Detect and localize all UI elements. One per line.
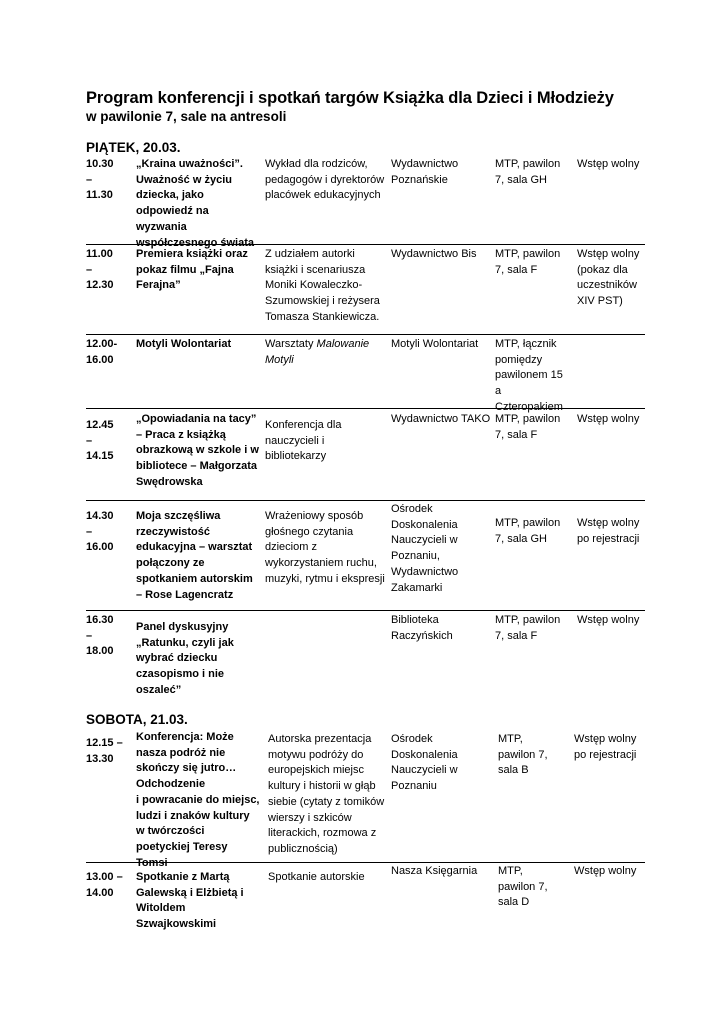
event-description-text: Warsztaty (265, 338, 317, 350)
row-divider (86, 500, 645, 501)
event-place: MTP, pawilon 7, sala F (495, 413, 561, 441)
row-divider (86, 862, 645, 863)
event-title: Motyli Wolontariat (136, 338, 232, 350)
event-entry: Wstęp wolny (577, 158, 640, 170)
event-place: MTP, pawilon 7, sala D (498, 865, 548, 909)
event-title: „Kraina uważności”. Uważność w życiu dziecka, jako odpowiedź na wyzwania współczesnego świata (136, 158, 254, 249)
event-title: Premiera książki oraz pokaz filmu „Fajna Ferajna” (136, 248, 248, 292)
event-place: MTP, pawilon 7, sala F (495, 248, 561, 276)
event-entry: Wstęp wolny (pokaz dla uczestników XIV PST) (577, 248, 640, 308)
row-divider (86, 610, 645, 611)
event-time: 10.30 – 11.30 (86, 158, 114, 202)
day-heading-friday: PIĄTEK, 20.03. (86, 140, 181, 155)
event-description: Autorska prezentacja motywu podróży do europejskich miejsc kultury i historii w głąb siebie (cytaty z tomików wierszy i szkiców literackich, rozmowa z publicznością) (268, 733, 385, 855)
event-entry: Wstęp wolny po rejestracji (577, 517, 640, 545)
document-subtitle: w pawilonie 7, sale na antresoli (86, 109, 287, 124)
event-description: Wrażeniowy sposób głośnego czytania dzieciom z wykorzystaniem ruchu, muzyki, rytmu i ekspresji (265, 510, 385, 585)
event-organizer: Ośrodek Doskonalenia Nauczycieli w Poznaniu, Wydawnictwo Zakamarki (391, 503, 459, 594)
event-description-italic: Malowanie Motyli (265, 338, 370, 366)
event-organizer: Wydawnictwo Poznańskie (391, 158, 459, 186)
event-time: 12.15 – 13.30 (86, 737, 123, 765)
row-divider (86, 334, 645, 335)
event-title: Spotkanie z Martą Galewską i Elżbietą i Witoldem Szwajkowskimi (136, 871, 244, 931)
event-description: Konferencja dla nauczycieli i bibliotekarzy (265, 419, 342, 463)
event-description: Wykład dla rodziców, pedagogów i dyrektorów placówek edukacyjnych (265, 158, 385, 202)
event-title: Moja szczęśliwa rzeczywistość edukacyjna – warsztat połączony ze spotkaniem autorskim – Rose Lagencratz (136, 510, 253, 601)
event-entry: Wstęp wolny (577, 413, 640, 425)
event-time: 13.00 – 14.00 (86, 871, 123, 899)
event-title: Panel dyskusyjny „Ratunku, czyli jak wybrać dziecku czasopismo i nie oszaleć” (136, 621, 234, 696)
document-title: Program konferencji i spotkań targów Książka dla Dzieci i Młodzieży (86, 89, 614, 107)
event-organizer: Ośrodek Doskonalenia Nauczycieli w Poznaniu (391, 733, 458, 793)
day-heading-saturday: SOBOTA, 21.03. (86, 712, 188, 727)
event-entry: Wstęp wolny po rejestracji (574, 733, 637, 761)
event-title: „Opowiadania na tacy” – Praca z książką obrazkową w szkole i w bibliotece – Małgorzata Swędrowska (136, 413, 259, 488)
event-organizer: Nasza Księgarnia (391, 865, 478, 877)
event-entry: Wstęp wolny (577, 614, 640, 626)
event-organizer: Motyli Wolontariat (391, 338, 479, 350)
event-organizer: Wydawnictwo TAKO (391, 413, 491, 425)
event-time: 11.00 – 12.30 (86, 248, 114, 292)
event-description: Spotkanie autorskie (268, 871, 365, 883)
row-divider (86, 408, 645, 409)
event-place: MTP, pawilon 7, sala F (495, 614, 561, 642)
event-description (265, 337, 385, 368)
event-place: MTP, pawilon 7, sala GH (495, 158, 561, 186)
event-place: MTP, pawilon 7, sala B (498, 733, 548, 777)
row-divider (86, 244, 645, 245)
event-title: Konferencja: Może nasza podróż nie skończy się jutro… Odchodzenie i powracanie do miejsc, ludzi i znaków kultury w twórczości poetyckiej Teresy Tomsi (136, 731, 260, 869)
event-time: 14.30 – 16.00 (86, 510, 114, 554)
event-place: MTP, pawilon 7, sala GH (495, 517, 561, 545)
event-time: 12.45 – 14.15 (86, 419, 114, 463)
event-description: Z udziałem autorki książki i scenariusza Moniki Kowaleczko-Szumowskiej i reżysera Tomasza Stankiewicza. (265, 248, 380, 323)
event-entry: Wstęp wolny (574, 865, 637, 877)
event-place: MTP, łącznik pomiędzy pawilonem 15 a Czteropakiem (495, 338, 563, 413)
event-time: 12.00- 16.00 (86, 338, 118, 366)
event-organizer: Biblioteka Raczyńskich (391, 614, 453, 642)
event-organizer: Wydawnictwo Bis (391, 248, 477, 260)
event-time: 16.30 – 18.00 (86, 614, 114, 658)
